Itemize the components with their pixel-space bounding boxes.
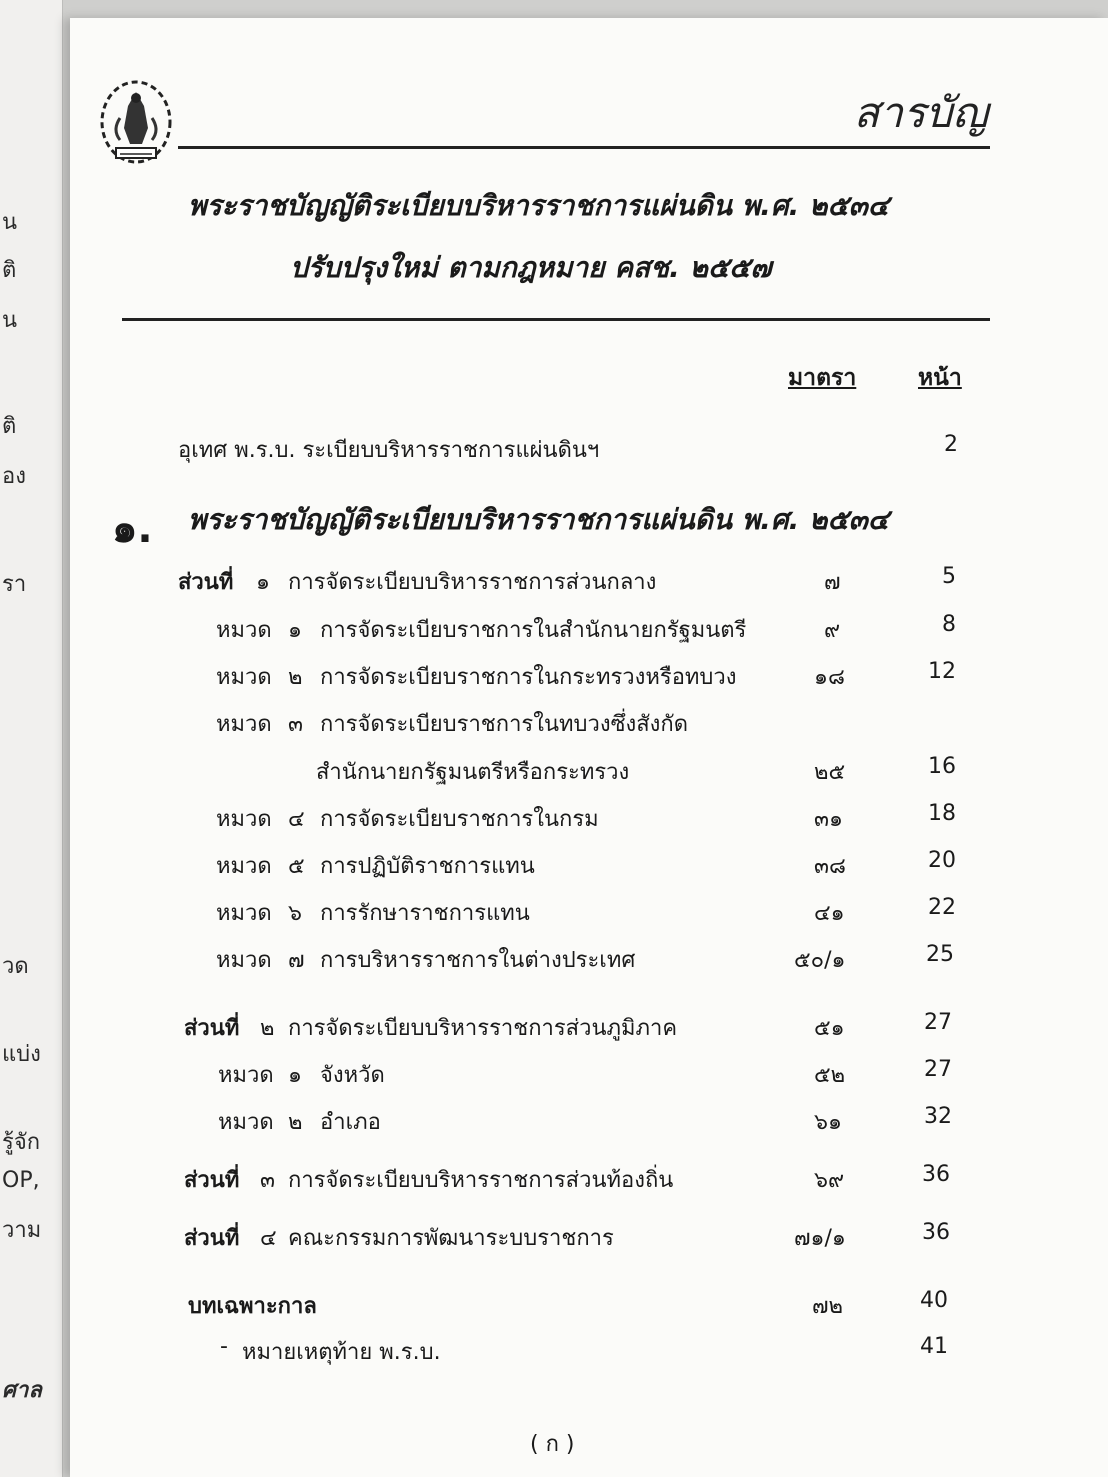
toc-entry-number: ๑	[288, 618, 302, 643]
toc-entry-page: 12	[928, 659, 956, 684]
facing-page-fragment: ติ	[2, 258, 17, 283]
government-emblem-icon	[98, 78, 174, 170]
facing-page-fragment: OP,	[2, 1168, 40, 1193]
toc-entry-number: ๑	[256, 570, 270, 595]
facing-page-fragment: รู้จัก	[2, 1130, 41, 1155]
column-header-section: มาตรา	[788, 365, 857, 391]
toc-entry-number: ๒	[288, 1110, 303, 1135]
header-divider	[178, 146, 990, 149]
toc-entry-text: การจัดระเบียบบริหารราชการส่วนภูมิภาค	[288, 1016, 678, 1041]
toc-entry-number: ๔	[260, 1226, 277, 1251]
facing-page-fragment: รา	[2, 572, 27, 597]
toc-entry-number: ๓	[288, 712, 304, 737]
toc-entry-section: ๓๘	[814, 854, 847, 879]
toc-entry-prefix: หมวด	[218, 1110, 274, 1135]
toc-entry-number: ๒	[288, 665, 303, 690]
toc-entry-prefix: หมวด	[216, 854, 272, 879]
toc-entry-page: 32	[924, 1104, 952, 1129]
facing-page-fragment: วด	[2, 954, 29, 979]
toc-entry-section: ๗๑/๑	[794, 1226, 846, 1251]
toc-entry-number: ๖	[288, 901, 302, 926]
toc-entry-text: การปฏิบัติราชการแทน	[320, 854, 535, 879]
toc-entry-number: ๕	[288, 854, 305, 879]
title-divider	[122, 318, 990, 321]
toc-entry-prefix: หมวด	[216, 807, 272, 832]
toc-entry-section: ๓๑	[814, 807, 844, 832]
chapter-title: พระราชบัญญัติระเบียบบริหารราชการแผ่นดิน พ.ศ. ๒๕๓๔	[188, 503, 889, 536]
facing-page-fragment: ติ	[2, 414, 17, 439]
toc-entry-page: 36	[922, 1162, 950, 1187]
facing-page-fragment: วาม	[2, 1218, 42, 1243]
toc-entry-section: ๕๑	[814, 1016, 845, 1041]
toc-entry-prefix: ส่วนที่	[184, 1016, 240, 1041]
toc-entry-prefix: ส่วนที่	[184, 1226, 240, 1251]
toc-entry-number: ๔	[288, 807, 305, 832]
toc-entry-prefix: หมวด	[218, 1063, 274, 1088]
facing-page-fragment: แบ่ง	[2, 1042, 41, 1067]
toc-entry-prefix: ส่วนที่	[184, 1168, 240, 1193]
column-header-page: หน้า	[918, 365, 962, 391]
toc-entry-page: 40	[920, 1288, 948, 1313]
page-title: สารบัญ	[853, 88, 988, 137]
toc-entry-prefix: หมวด	[216, 901, 272, 926]
toc-entry-text: หมายเหตุท้าย พ.ร.บ.	[242, 1340, 441, 1365]
toc-entry-number: ๓	[260, 1168, 276, 1193]
toc-entry-page: 16	[928, 754, 956, 779]
toc-entry-text: การจัดระเบียบบริหารราชการส่วนกลาง	[288, 570, 657, 595]
toc-entry-section: ๖๙	[814, 1168, 845, 1193]
toc-entry-section: ๑๘	[814, 665, 845, 690]
toc-entry-section: ๒๕	[814, 760, 846, 785]
toc-entry-section: ๗๒	[812, 1294, 844, 1319]
toc-entry-text: การจัดระเบียบราชการในสำนักนายกรัฐมนตรี	[320, 618, 747, 643]
intro-entry-page: 2	[944, 432, 958, 457]
toc-entry-prefix: หมวด	[216, 665, 272, 690]
toc-entry-section: ๕๐/๑	[794, 948, 846, 973]
act-subtitle: ปรับปรุงใหม่ ตามกฎหมาย คสช. ๒๕๕๗	[290, 251, 772, 284]
toc-entry-section: ๗	[824, 570, 841, 595]
toc-entry-text: คณะกรรมการพัฒนาระบบราชการ	[288, 1226, 614, 1251]
toc-entry-page: 27	[924, 1057, 952, 1082]
toc-entry-prefix: หมวด	[216, 948, 272, 973]
toc-entry-text: การจัดระเบียบราชการในกระทรวงหรือทบวง	[320, 665, 737, 690]
toc-entry-page: 20	[928, 848, 956, 873]
toc-entry-text: การจัดระเบียบราชการในกรม	[320, 807, 599, 832]
toc-entry-prefix: หมวด	[216, 618, 272, 643]
toc-entry-page: 18	[928, 801, 956, 826]
toc-entry-text-continued: สำนักนายกรัฐมนตรีหรือกระทรวง	[316, 760, 630, 785]
toc-entry-number: ๒	[260, 1016, 275, 1041]
intro-entry-label: อุเทศ พ.ร.บ. ระเบียบบริหารราชการแผ่นดินฯ	[178, 438, 600, 463]
toc-entry-text: อำเภอ	[320, 1110, 381, 1135]
facing-page-fragment: น	[2, 308, 18, 333]
toc-entry-page: 25	[926, 942, 954, 967]
toc-entry-text: บทเฉพาะกาล	[188, 1294, 317, 1319]
toc-entry-page: 36	[922, 1220, 950, 1245]
page-number: ( ก )	[530, 1432, 575, 1457]
toc-entry-section: ๔๑	[814, 901, 845, 926]
facing-page-fragment: อง	[2, 464, 26, 489]
facing-page-fragment: น	[2, 210, 18, 235]
toc-entry-prefix: ส่วนที่	[178, 570, 234, 595]
act-title: พระราชบัญญัติระเบียบบริหารราชการแผ่นดิน พ.ศ. ๒๕๓๔	[188, 189, 889, 222]
toc-entry-text: จังหวัด	[320, 1063, 385, 1088]
facing-page-fragment: ศาล	[2, 1378, 42, 1403]
toc-entry-page: 41	[920, 1334, 948, 1359]
toc-entry-text: การบริหารราชการในต่างประเทศ	[320, 948, 636, 973]
toc-entry-page: 27	[924, 1010, 952, 1035]
toc-entry-text: การรักษาราชการแทน	[320, 901, 530, 926]
toc-entry-section: ๙	[824, 618, 841, 643]
document-page	[70, 18, 1108, 1477]
toc-entry-page: 8	[942, 612, 956, 637]
toc-entry-prefix: หมวด	[216, 712, 272, 737]
toc-entry-number: ๑	[288, 1063, 302, 1088]
toc-entry-section: ๕๒	[814, 1063, 846, 1088]
toc-entry-page: 5	[942, 564, 956, 589]
chapter-number: ๑.	[112, 506, 153, 552]
toc-entry-text: การจัดระเบียบบริหารราชการส่วนท้องถิ่น	[288, 1168, 674, 1193]
toc-entry-section: ๖๑	[814, 1110, 842, 1135]
toc-entry-number: ๗	[288, 948, 305, 973]
toc-entry-text: การจัดระเบียบราชการในทบวงซึ่งสังกัด	[320, 712, 689, 737]
toc-entry-page: 22	[928, 895, 956, 920]
toc-entry-prefix: -	[220, 1334, 228, 1359]
facing-page-edge	[0, 0, 63, 1477]
